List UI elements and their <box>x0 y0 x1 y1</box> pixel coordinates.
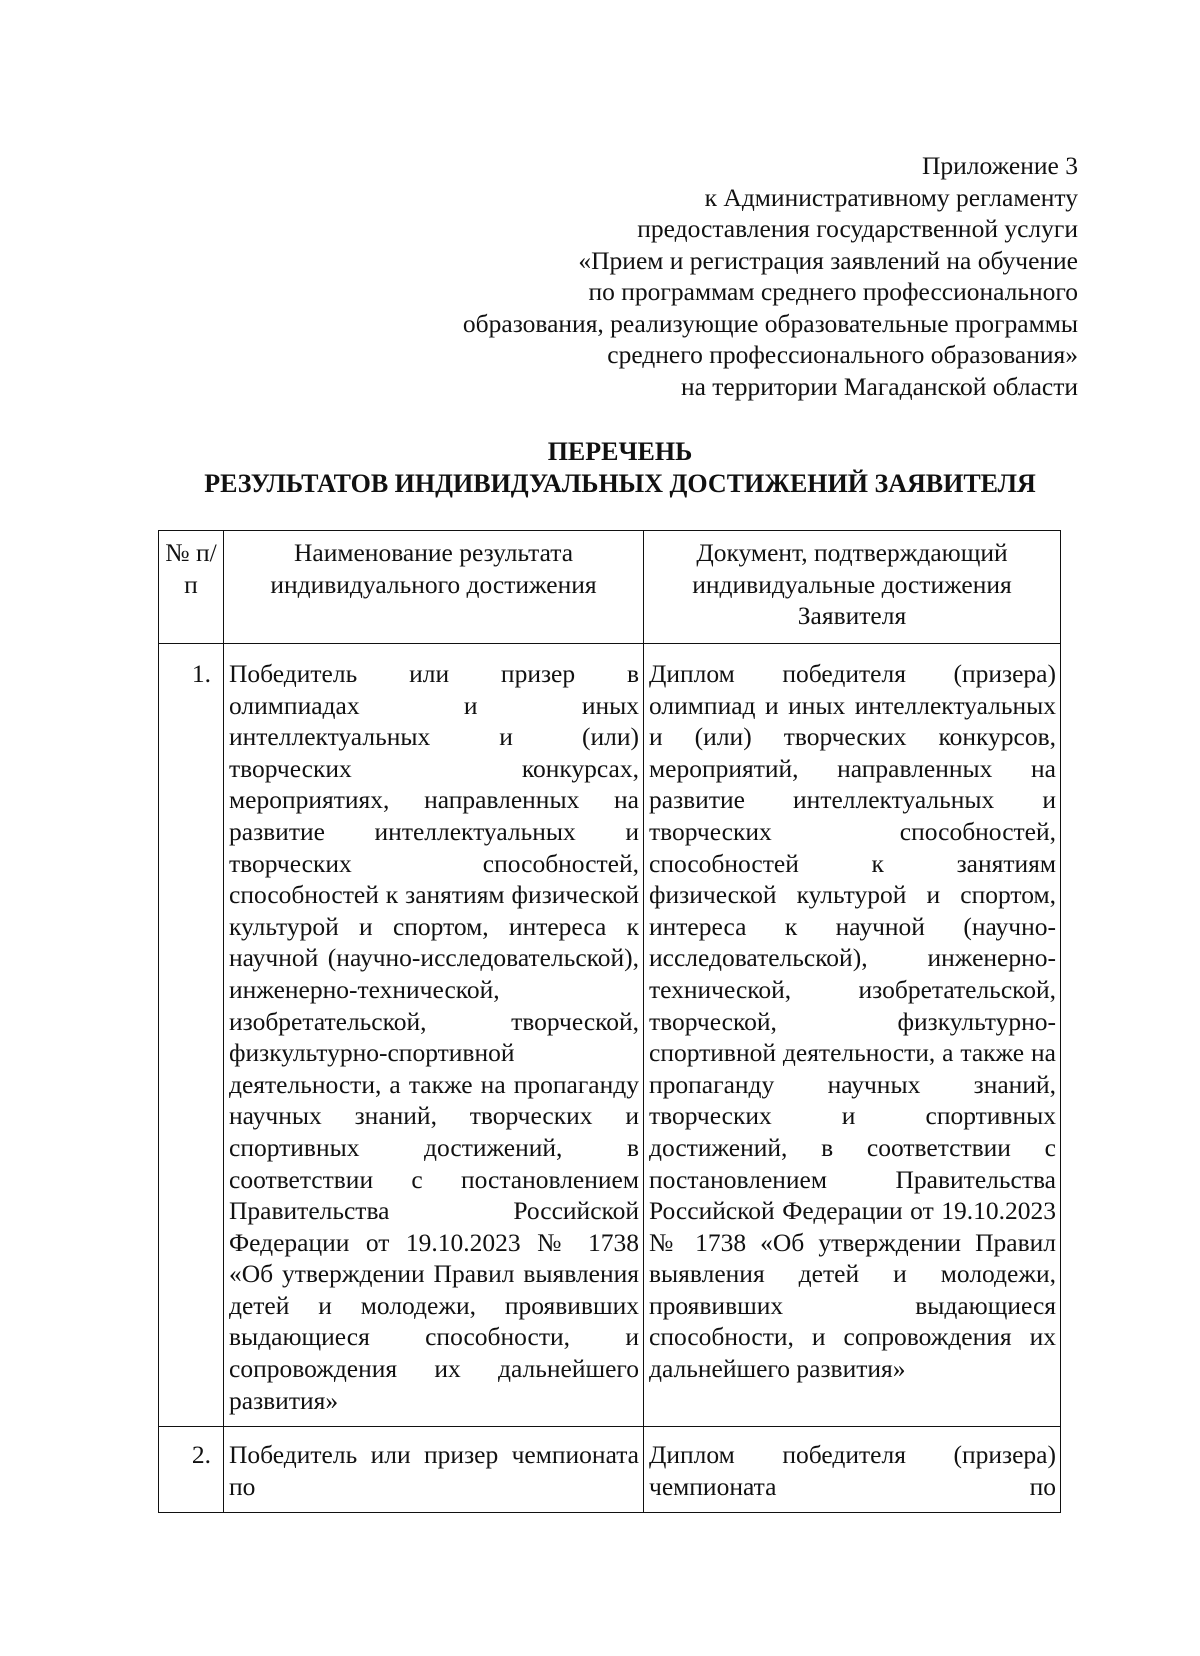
annex-line: к Административному регламенту <box>704 182 1078 212</box>
annex-line: Приложение 3 <box>922 151 1078 180</box>
header-num: № п/п <box>159 531 224 644</box>
table-row <box>159 644 1061 1427</box>
annex-line: образования, реализующие образовательные программы <box>462 308 1078 338</box>
table-row <box>159 1427 1061 1513</box>
table-header-row <box>159 531 1061 644</box>
header-doc: Документ, подтверждающий индивидуальные достижения Заявителя <box>644 531 1061 644</box>
supporting-document: Диплом победителя (призера) чемпионата по <box>644 1427 1061 1513</box>
achievements-table <box>158 530 1061 1513</box>
document-title <box>0 436 1200 500</box>
annex-header <box>463 150 1078 402</box>
title-line-1: ПЕРЕЧЕНЬ <box>547 437 693 466</box>
row-number: 2. <box>159 1427 224 1513</box>
annex-line: по программам среднего профессионального <box>588 277 1078 306</box>
row-number: 1. <box>159 644 224 1427</box>
annex-line: «Прием и регистрация заявлений на обучение <box>578 245 1078 275</box>
title-line-2: РЕЗУЛЬТАТОВ ИНДИВИДУАЛЬНЫХ ДОСТИЖЕНИЙ ЗАЯВИТЕЛЯ <box>204 469 1036 498</box>
supporting-document: Диплом победителя (призера) олимпиад и иных интеллектуальных и (или) творческих конкурсов, мероприятий, направленных на развитие интеллектуальных и творческих способностей, способностей к занятиям физической культурой и спортом, интереса к научной (научно-исследовательской), инженерно-технической, изобретательской, творческой, физкультурно-спортивной деятельности, а также на пропаганду научных знаний, творческих и спортивных достижений, в соответствии с постановлением Правительства Российской Федерации от 19.10.2023 № 1738 «Об утверждении Правил выявления детей и молодежи, проявивших выдающиеся способности, и сопровождения их дальнейшего развития» <box>644 644 1061 1427</box>
header-name: Наименование результата индивидуального достижения <box>224 531 644 644</box>
annex-line: предоставления государственной услуги <box>637 214 1078 243</box>
annex-line: на территории Магаданской области <box>680 371 1078 401</box>
annex-line: среднего профессионального образования» <box>607 340 1078 369</box>
achievement-name: Победитель или призер в олимпиадах и иных интеллектуальных и (или) творческих конкурсах, мероприятиях, направленных на развитие интеллектуальных и творческих способностей, способностей к занятиям физической культурой и спортом, интереса к научной (научно-исследовательской), инженерно-технической, изобретательской, творческой, физкультурно-спортивной деятельности, а также на пропаганду научных знаний, творческих и спортивных достижений, в соответствии с постановлением Правительства Российской Федерации от 19.10.2023 № 1738 «Об утверждении Правил выявления детей и молодежи, проявивших выдающиеся способности, и сопровождения их дальнейшего развития» <box>224 644 644 1427</box>
achievement-name: Победитель или призер чемпионата по <box>224 1427 644 1513</box>
